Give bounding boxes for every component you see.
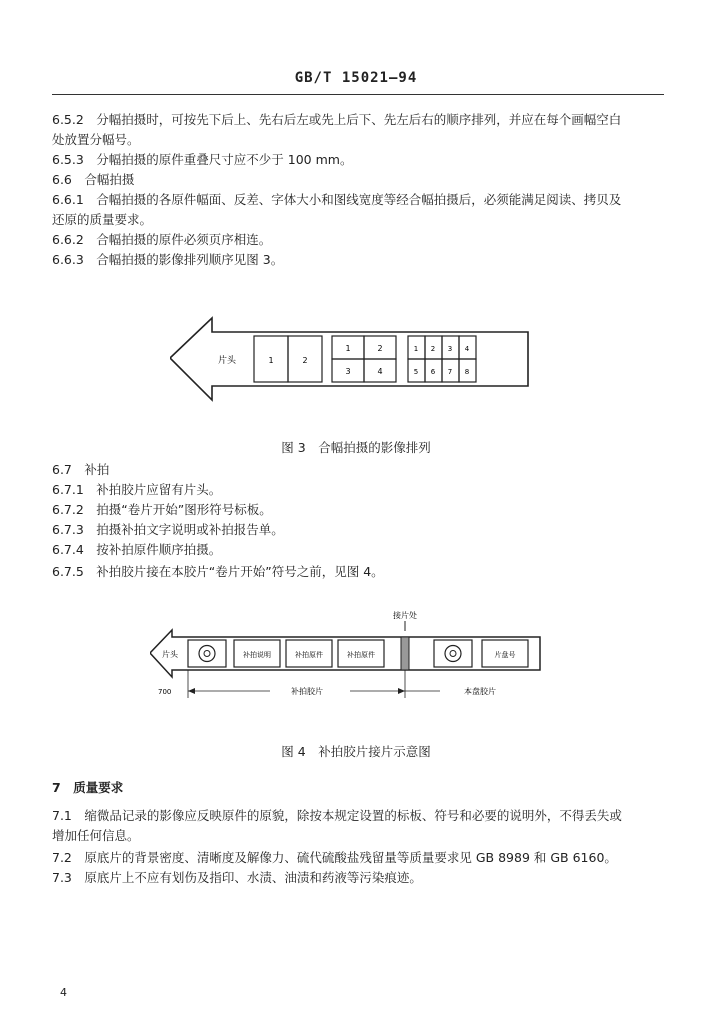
label-g3-4: 4 (464, 345, 470, 353)
frame-original-1-label: 补拍原件 (295, 651, 323, 659)
label-g2-1: 1 (345, 344, 351, 353)
dim-arrow-left (188, 688, 195, 694)
page-number: 4 (60, 986, 67, 999)
dim-main-label: 本盘胶片 (464, 687, 496, 696)
clause-6-5-2-line2: 处放置分幅号。 (52, 132, 140, 147)
clause-6-7-5: 6.7.5 补拍胶片接在本胶片“卷片开始”符号之前，见图 4。 (52, 564, 384, 579)
leader-label: 片头 (162, 650, 178, 659)
clause-7-3: 7.3 原底片上不应有划伤及指印、水渍、油渍和药液等污染痕迹。 (52, 870, 422, 885)
clause-7-2: 7.2 原底片的背景密度、清晰度及解像力、硫代硫酸盐残留量等质量要求见 GB 8989 和 GB 6160。 (52, 850, 617, 865)
label-g3-2: 2 (430, 345, 436, 353)
clause-6-6-1-line2: 还原的质量要求。 (52, 212, 153, 227)
heading-7: 7 质量要求 (52, 780, 124, 795)
clause-6-6-2: 6.6.2 合幅拍摄的原件必须页序相连。 (52, 232, 272, 247)
clause-6-6-3: 6.6.3 合幅拍摄的影像排列顺序见图 3。 (52, 252, 284, 267)
clause-6-6-1-line1: 6.6.1 合幅拍摄的各原件幅面、反差、字体大小和图线宽度等经合幅拍摄后，必须能满足阅读、拷贝及 (52, 192, 622, 207)
figure-3-diagram (170, 316, 530, 404)
reel-hub-icon (204, 651, 210, 657)
reel-hub-icon (450, 651, 456, 657)
clause-6-7-2: 6.7.2 拍摄“卷片开始”图形符号标板。 (52, 502, 272, 517)
label-g3-6: 6 (430, 368, 436, 376)
dim-supplement-label: 补拍胶片 (291, 687, 323, 696)
clause-7-1-line1: 7.1 缩微品记录的影像应反映原件的原貌，除按本规定设置的标板、符号和必要的说明外，不得丢失或 (52, 808, 622, 823)
leader-label: 片头 (218, 356, 237, 366)
reel-start-frame-supplement (188, 640, 226, 667)
reel-start-frame-main (434, 640, 472, 667)
label-g2-3: 3 (345, 367, 351, 376)
clause-6-7-1: 6.7.1 补拍胶片应留有片头。 (52, 482, 222, 497)
clause-6-5-3: 6.5.3 分幅拍摄的原件重叠尺寸应不少于 100 mm。 (52, 152, 353, 167)
label-g2-4: 4 (377, 367, 383, 376)
clause-6-5-2-line1: 6.5.2 分幅拍摄时，可按先下后上、先右后左或先上后下、先左后右的顺序排列，并应在每个画幅空白 (52, 112, 622, 127)
frame-reel-number-label: 片盘号 (494, 651, 516, 659)
label-g2-2: 2 (377, 344, 383, 353)
heading-6-6: 6.6 合幅拍摄 (52, 172, 135, 187)
label-g3-1: 1 (413, 345, 419, 353)
figure-4-caption: 图 4 补拍胶片接片示意图 (281, 744, 431, 759)
splice-joint (401, 637, 409, 670)
clause-7-1-line2: 增加任何信息。 (52, 828, 140, 843)
clause-6-7-4: 6.7.4 按补拍原件顺序拍摄。 (52, 542, 222, 557)
reel-icon (199, 646, 215, 662)
label-g3-8: 8 (464, 368, 470, 376)
label-g1-2: 2 (302, 356, 308, 365)
header-rule (52, 94, 664, 95)
dim-arrow-right (398, 688, 405, 694)
standard-code-header: GB/T 15021—94 (294, 70, 418, 86)
label-g3-7: 7 (447, 368, 453, 376)
reel-icon (445, 646, 461, 662)
dim-start-label: 700 (158, 688, 172, 696)
clause-6-7-3: 6.7.3 拍摄补拍文字说明或补拍报告单。 (52, 522, 284, 537)
heading-6-7: 6.7 补拍 (52, 462, 110, 477)
figure-4-diagram (150, 606, 542, 706)
label-g3-3: 3 (447, 345, 453, 353)
figure-3-caption: 图 3 合幅拍摄的影像排列 (281, 440, 431, 455)
splice-label: 接片处 (393, 611, 417, 620)
label-g1-1: 1 (268, 356, 274, 365)
label-g3-5: 5 (413, 368, 419, 376)
frame-note-label: 补拍说明 (243, 651, 271, 659)
frame-original-2-label: 补拍原件 (347, 651, 375, 659)
